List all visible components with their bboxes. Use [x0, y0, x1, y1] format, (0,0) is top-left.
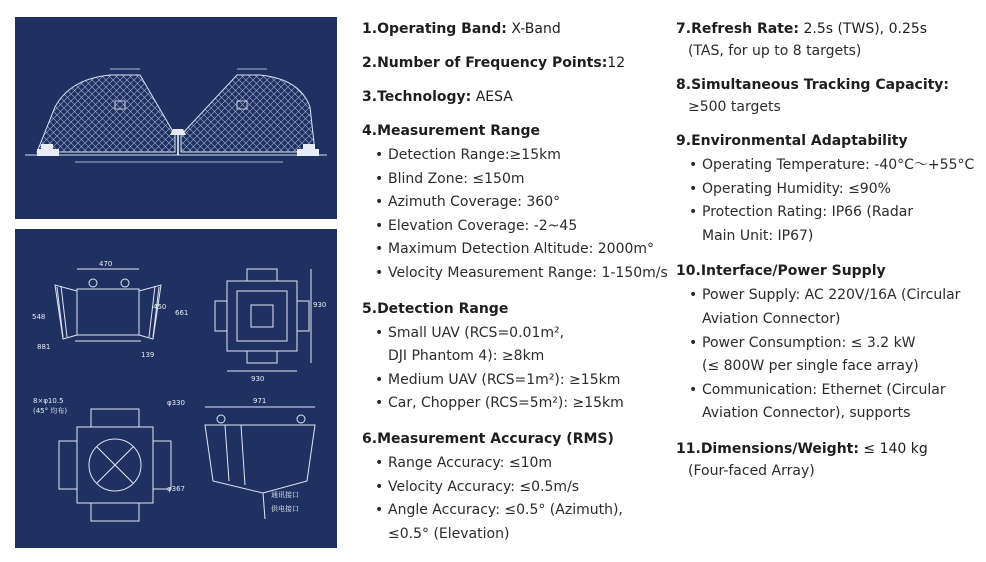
- list-item: • Elevation Coverage: -2~45: [362, 215, 662, 239]
- list-item: • Blind Zone: ≤150m: [362, 168, 662, 192]
- dim-548: 548: [32, 313, 46, 321]
- list-item: • Power Supply: AC 220V/16A (Circular Aviation Connector): [676, 284, 976, 331]
- spec-measurement-range: 4.Measurement Range • Detection Range:≥15km • Blind Zone: ≤150m • Azimuth Coverage: 360° • Elevation Coverage: -2~45 • Maximum Detection Altitude: 2000m° • Velocity Measurement Range: 1-150m/s: [362, 120, 662, 286]
- spec-tracking-capacity: 8.Simultaneous Tracking Capacity: ≥500 targets: [676, 77, 950, 115]
- spec-measurement-accuracy: 6.Measurement Accuracy (RMS) • Range Accuracy: ≤10m • Velocity Accuracy: ≤0.5m/s • Angle Accuracy: ≤0.5° (Azimuth), ≤0.5° (Elevation): [362, 428, 662, 546]
- list-item: • Velocity Accuracy: ≤0.5m/s: [362, 476, 662, 500]
- spec-interface-power: 10.Interface/Power Supply • Power Supply: AC 220V/16A (Circular Aviation Connector) • Power Consumption: ≤ 3.2 kW (≤ 800W per single face array) • Communication: Ethernet (Circular Aviation Connector), supports: [676, 260, 976, 426]
- top-view-drawing: [215, 269, 311, 371]
- spec-refresh-rate: 7.Refresh Rate: 2.5s (TWS), 0.25s (TAS, for up to 8 targets): [676, 21, 928, 59]
- d330-label: φ330: [167, 399, 185, 407]
- list-item: • Small UAV (RCS=0.01m², DJI Phantom 4): ≥8km: [362, 322, 662, 369]
- spec-detection-range: 5.Detection Range • Small UAV (RCS=0.01m², DJI Phantom 4): ≥8km • Medium UAV (RCS=1m²): ≥15km • Car, Chopper (RCS=5m²): ≥15km: [362, 298, 662, 416]
- spec-dimensions-weight: 11.Dimensions/Weight: ≤ 140 kg (Four-faced Array): [676, 440, 928, 479]
- dim-661: 661: [175, 309, 189, 317]
- d367-label: φ367: [167, 485, 185, 493]
- port-power-label: 供电接口: [271, 505, 299, 513]
- list-item: • Azimuth Coverage: 360°: [362, 191, 662, 215]
- spec-frequency-points: 2.Number of Frequency Points:12: [362, 55, 626, 71]
- list-item: • Operating Temperature: -40°C～+55°C: [676, 154, 976, 178]
- list-item: • Medium UAV (RCS=1m²): ≥15km: [362, 369, 662, 393]
- list-item: • Communication: Ethernet (Circular Aviation Connector), supports: [676, 379, 976, 426]
- list-item: • Protection Rating: IP66 (Radar Main Unit: IP67): [676, 201, 976, 248]
- spec-column-1: [362, 18, 668, 546]
- list-item: • Angle Accuracy: ≤0.5° (Azimuth), ≤0.5° (Elevation): [362, 499, 662, 546]
- dimension-drawings: [15, 229, 337, 548]
- right-coverage-lobe: [181, 69, 315, 152]
- holes-label: 8×φ10.5: [33, 397, 64, 405]
- dim-930-right: 930: [313, 301, 327, 309]
- coverage-diagram-panel: [15, 17, 337, 219]
- dim-450: 450: [153, 303, 167, 311]
- list-item: • Maximum Detection Altitude: 2000m°: [362, 238, 662, 262]
- dim-881: 881: [37, 343, 51, 351]
- list-item: • Operating Humidity: ≤90%: [676, 178, 976, 202]
- dim-139: 139: [141, 351, 155, 359]
- dimension-drawings-panel: [15, 229, 337, 548]
- list-item: • Power Consumption: ≤ 3.2 kW (≤ 800W per single face array): [676, 332, 976, 379]
- spec-technology: 3.Technology: AESA: [362, 89, 513, 105]
- dim-930-bottom: 930: [251, 375, 265, 383]
- list-item: • Car, Chopper (RCS=5m²): ≥15km: [362, 392, 662, 416]
- list-item: • Velocity Measurement Range: 1-150m/s: [362, 262, 662, 286]
- spec-operating-band: 1.Operating Band: X-Band: [362, 21, 561, 37]
- port-comm-label: 通讯接口: [271, 491, 299, 499]
- coverage-diagram: [15, 17, 337, 219]
- list-item: • Detection Range:≥15km: [362, 144, 662, 168]
- holes-note: (45° 均布): [33, 407, 68, 415]
- list-item: • Range Accuracy: ≤10m: [362, 452, 662, 476]
- side-view-drawing: [55, 269, 161, 341]
- elevation-view-drawing: [205, 407, 315, 519]
- plan-view-drawing: [59, 409, 171, 521]
- dim-971: 971: [253, 397, 267, 405]
- dim-470: 470: [99, 260, 113, 268]
- spec-environmental: 9.Environmental Adaptability • Operating Temperature: -40°C～+55°C • Operating Humidity: ≤90% • Protection Rating: IP66 (Radar Main Unit: IP67): [676, 130, 976, 248]
- spec-column-2: [676, 18, 976, 482]
- left-coverage-lobe: [37, 69, 175, 152]
